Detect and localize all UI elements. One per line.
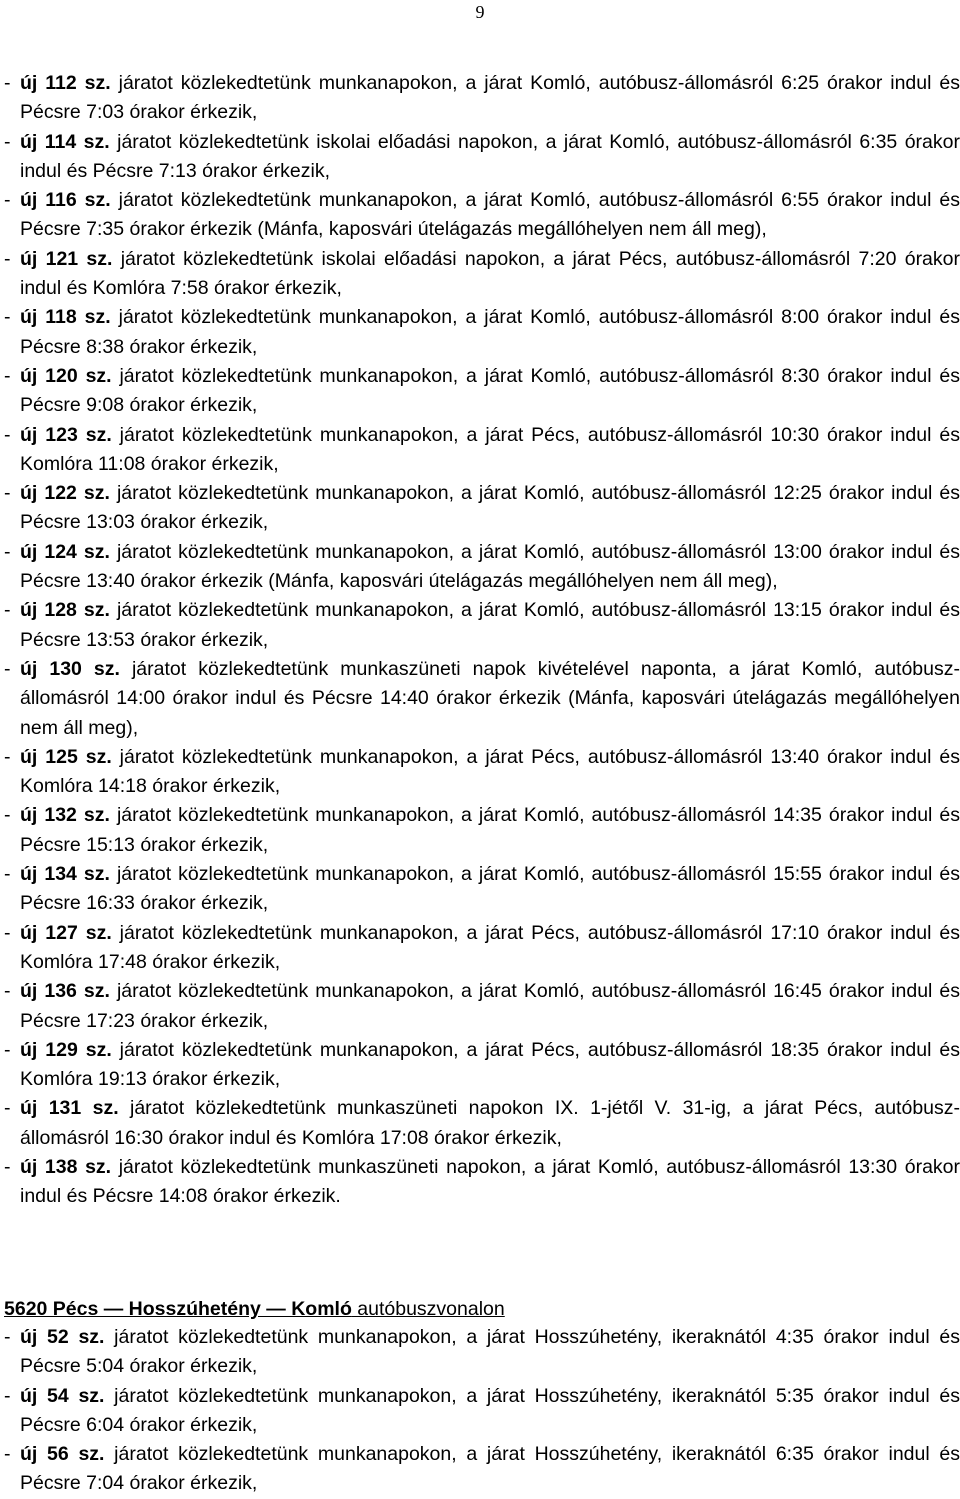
list-dash: - xyxy=(4,804,11,827)
route-number: új 121 sz. xyxy=(20,247,113,270)
route-number: új 52 sz. xyxy=(20,1326,105,1348)
list-item-text xyxy=(20,245,960,304)
route-number: új 116 sz. xyxy=(20,189,111,212)
list-item-text xyxy=(20,1382,960,1441)
route-description: járatot közlekedtetünk munkanapokon, a járat Pécs, autóbusz-állomásról 17:10 órakor indul és Komlóra 17:48 órakor érkezik, xyxy=(20,921,960,973)
list-item-text xyxy=(20,479,960,538)
list-dash: - xyxy=(4,745,11,768)
list-item xyxy=(0,1440,960,1499)
list-item xyxy=(0,1094,960,1153)
list-dash: - xyxy=(4,130,11,153)
route-description: járatot közlekedtetünk munkanapokon, a járat Hosszúhetény, ikeraknától 6:35 órakor indul és Pécsre 7:04 órakor érkezik, xyxy=(20,1443,960,1495)
list-item-text xyxy=(20,743,960,802)
route-number: új 132 sz. xyxy=(20,804,110,827)
section-heading-route: 5620 Pécs — Hosszúhetény — Komló xyxy=(4,1298,352,1320)
list-dash: - xyxy=(4,1097,11,1120)
route-description: járatot közlekedtetünk munkanapokon, a járat Hosszúhetény, ikeraknától 4:35 órakor indul és Pécsre 5:04 órakor érkezik, xyxy=(20,1326,960,1378)
list-item xyxy=(0,743,960,802)
list-item-text xyxy=(20,596,960,655)
list-dash: - xyxy=(4,863,11,886)
route-number: új 128 sz. xyxy=(20,599,110,622)
list-item-text xyxy=(20,1036,960,1095)
route-description: járatot közlekedtetünk munkaszüneti napokon, a járat Komló, autóbusz-állomásról 13:30 órakor indul és Pécsre 14:08 órakor érkezik. xyxy=(20,1155,960,1208)
route-number: új 127 sz. xyxy=(20,921,112,944)
route-description: járatot közlekedtetünk munkanapokon, a járat Komló, autóbusz-állomásról 8:30 órakor indul és Pécsre 9:08 órakor érkezik, xyxy=(20,364,960,417)
route-number: új 130 sz. xyxy=(20,657,120,680)
list-dash: - xyxy=(4,599,11,622)
route-number: új 54 sz. xyxy=(20,1384,105,1407)
list-item xyxy=(0,919,960,978)
route-number: új 120 sz. xyxy=(20,364,112,387)
list-item-text xyxy=(20,1094,960,1153)
list-item xyxy=(0,1153,960,1212)
route-description: járatot közlekedtetünk munkanapokon, a járat Komló, autóbusz-állomásról 15:55 órakor indul és Pécsre 16:33 órakor érkezik, xyxy=(20,863,960,915)
list-dash: - xyxy=(4,482,11,505)
route-description: járatot közlekedtetünk munkanapokon, a járat Komló, autóbusz-állomásról 14:35 órakor indul és Pécsre 15:13 órakor érkezik, xyxy=(20,804,960,856)
list-dash: - xyxy=(4,189,11,212)
list-item xyxy=(0,596,960,655)
route-description: járatot közlekedtetünk munkanapokon, a járat Pécs, autóbusz-állomásról 13:40 órakor indul és Komlóra 14:18 órakor érkezik, xyxy=(20,745,960,798)
list-item xyxy=(0,801,960,860)
list-item-text xyxy=(20,128,960,187)
list-item-text xyxy=(20,69,960,128)
route-description: járatot közlekedtetünk munkanapokon, a járat Komló, autóbusz-állomásról 13:00 órakor indul és Pécsre 13:40 órakor érkezik (Mánfa, kaposvári útelágazás megállóhelyen nem áll meg), xyxy=(20,540,960,593)
list-dash: - xyxy=(4,423,11,446)
list-dash: - xyxy=(4,72,11,94)
list-item xyxy=(0,128,960,187)
route-number: új 138 sz. xyxy=(20,1155,112,1178)
route-description: járatot közlekedtetünk iskolai előadási napokon, a járat Komló, autóbusz-állomásról 6:35 órakor indul és Pécsre 7:13 órakor érkezik, xyxy=(20,130,960,182)
list-item-text xyxy=(20,1440,960,1499)
route-number: új 131 sz. xyxy=(20,1097,119,1120)
list-dash: - xyxy=(4,1443,11,1466)
list-dash: - xyxy=(4,921,11,944)
route-number: új 112 sz. xyxy=(20,72,111,94)
section-heading-suffix: autóbuszvonalon xyxy=(351,1298,505,1320)
list-item-text xyxy=(20,655,960,743)
list-dash: - xyxy=(4,657,11,680)
route-description: járatot közlekedtetünk munkanapokon, a járat Komló, autóbusz-állomásról 6:55 órakor indul és Pécsre 7:35 órakor érkezik (Mánfa, kaposvári útelágazás megállóhelyen nem áll meg), xyxy=(20,189,960,241)
route-description: járatot közlekedtetünk munkanapokon, a járat Komló, autóbusz-állomásról 6:25 órakor indul és Pécsre 7:03 órakor érkezik, xyxy=(20,72,960,124)
route-list xyxy=(0,69,960,1212)
route-number: új 134 sz. xyxy=(20,863,110,886)
route-number: új 124 sz. xyxy=(20,540,110,563)
route-description: járatot közlekedtetünk munkanapokon, a járat Komló, autóbusz-állomásról 13:15 órakor indul és Pécsre 13:53 órakor érkezik, xyxy=(20,599,960,651)
list-item xyxy=(0,186,960,245)
list-item xyxy=(0,1382,960,1441)
list-dash: - xyxy=(4,247,11,270)
route-number: új 118 sz. xyxy=(20,306,111,329)
route-description: járatot közlekedtetünk iskolai előadási napokon, a járat Pécs, autóbusz-állomásról 7:20 órakor indul és Komlóra 7:58 órakor érkezik, xyxy=(20,247,960,300)
list-item xyxy=(0,479,960,538)
list-item xyxy=(0,69,960,128)
route-number: új 56 sz. xyxy=(20,1443,105,1466)
route-number: új 122 sz. xyxy=(20,482,110,505)
list-item-text xyxy=(20,801,960,860)
list-item xyxy=(0,303,960,362)
list-item xyxy=(0,421,960,480)
list-item xyxy=(0,245,960,304)
list-item-text xyxy=(20,421,960,480)
list-dash: - xyxy=(4,1384,11,1407)
list-item xyxy=(0,362,960,421)
list-item-text xyxy=(20,303,960,362)
route-description: járatot közlekedtetünk munkanapokon, a járat Komló, autóbusz-állomásról 8:00 órakor indul és Pécsre 8:38 órakor érkezik, xyxy=(20,306,960,358)
list-item xyxy=(0,977,960,1036)
page-number: 9 xyxy=(475,2,485,22)
route-description: járatot közlekedtetünk munkanapokon, a járat Hosszúhetény, ikeraknától 5:35 órakor indul és Pécsre 6:04 órakor érkezik, xyxy=(20,1384,960,1436)
list-item xyxy=(0,1036,960,1095)
list-item xyxy=(0,1323,960,1382)
list-item-text xyxy=(20,977,960,1036)
route-number: új 129 sz. xyxy=(20,1038,112,1061)
route-description: járatot közlekedtetünk munkanapokon, a járat Komló, autóbusz-állomásról 16:45 órakor indul és Pécsre 17:23 órakor érkezik, xyxy=(20,980,960,1032)
list-dash: - xyxy=(4,980,11,1003)
route-description: járatot közlekedtetünk munkaszüneti napok kivételével naponta, a járat Komló, autóbusz-állomásról 14:00 órakor indul és Pécsre 14:40 órakor érkezik (Mánfa, kaposvári útelágazás megállóhelyen nem áll meg), xyxy=(20,657,960,739)
list-item-text xyxy=(20,1323,960,1382)
route-section xyxy=(0,1296,960,1499)
list-item-text xyxy=(20,919,960,978)
route-description: járatot közlekedtetünk munkaszüneti napokon IX. 1-jétől V. 31-ig, a járat Pécs, autóbusz-állomásról 16:30 órakor indul és Komlóra 17:08 órakor érkezik, xyxy=(20,1097,960,1149)
route-description: járatot közlekedtetünk munkanapokon, a járat Pécs, autóbusz-állomásról 18:35 órakor indul és Komlóra 19:13 órakor érkezik, xyxy=(20,1038,960,1091)
route-description: járatot közlekedtetünk munkanapokon, a járat Komló, autóbusz-állomásról 12:25 órakor indul és Pécsre 13:03 órakor érkezik, xyxy=(20,482,960,534)
list-item-text xyxy=(20,538,960,597)
route-number: új 114 sz. xyxy=(20,130,110,153)
section-heading xyxy=(4,1296,960,1323)
list-item xyxy=(0,655,960,743)
list-dash: - xyxy=(4,306,11,329)
route-number: új 123 sz. xyxy=(20,423,112,446)
list-dash: - xyxy=(4,1326,11,1348)
list-dash: - xyxy=(4,364,11,387)
list-item xyxy=(0,860,960,919)
list-item-text xyxy=(20,1153,960,1212)
list-item xyxy=(0,538,960,597)
list-item-text xyxy=(20,186,960,245)
list-item-text xyxy=(20,362,960,421)
list-dash: - xyxy=(4,540,11,563)
route-number: új 125 sz. xyxy=(20,745,112,768)
list-dash: - xyxy=(4,1038,11,1061)
list-item-text xyxy=(20,860,960,919)
route-number: új 136 sz. xyxy=(20,980,110,1003)
route-description: járatot közlekedtetünk munkanapokon, a járat Pécs, autóbusz-állomásról 10:30 órakor indul és Komlóra 11:08 órakor érkezik, xyxy=(20,423,960,475)
list-dash: - xyxy=(4,1155,11,1178)
